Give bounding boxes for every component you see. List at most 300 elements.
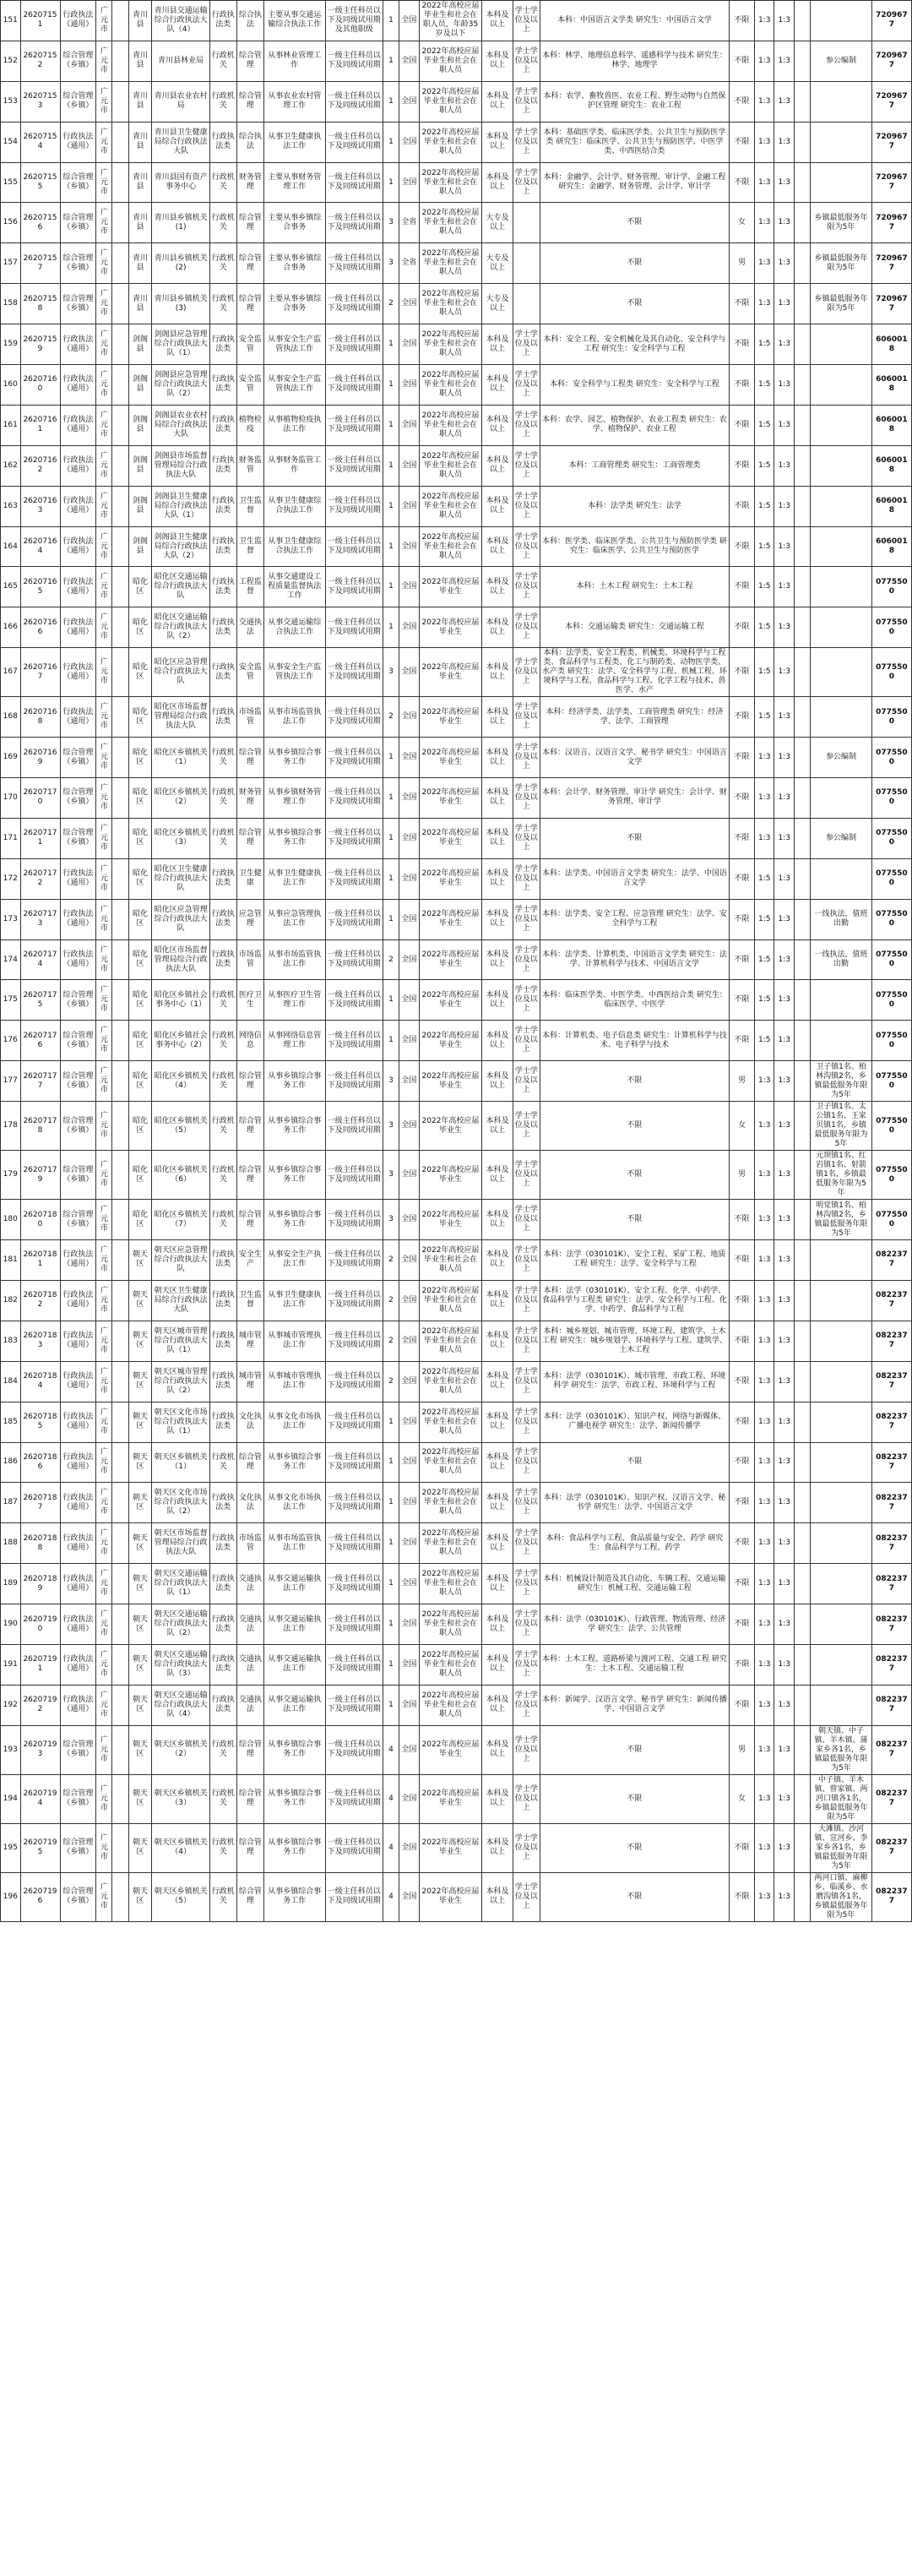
cell-unit-type: 行政机关 [209,41,236,81]
cell-education: 本科及以上 [482,486,513,526]
cell-grade: 一级主任科员以下及同级试用期 [325,1725,383,1774]
cell-unit-type: 行政执法类 [209,1402,236,1442]
cell-unit-type: 行政执法类 [209,1240,236,1281]
cell-unit: 剑阁县农业农村局综合行政执法大队 [152,405,209,445]
cell-source: 2022年高校应届毕业生和社会在职人员 [419,203,482,243]
cell-position-type: 卫生监督 [236,486,263,526]
cell-count: 3 [383,1102,399,1151]
cell-ratio-interview: 1:3 [774,1442,795,1483]
cell-city: 广元市 [96,980,112,1021]
cell-note [811,1361,872,1402]
cell-note [811,526,872,567]
cell-position-type: 综合管理 [236,284,263,324]
cell-exam-category: 综合管理（乡镇） [60,980,96,1021]
cell-county: 朝天区 [128,1361,152,1402]
cell-scope: 全国 [399,1483,420,1523]
cell-unit: 剑阁县应急管理综合行政执法大队（1） [152,324,209,365]
cell-position-code: 26207159 [20,324,60,365]
cell-scope: 全国 [399,1644,420,1685]
cell-city-2 [112,445,128,486]
cell-source: 2022年高校应届毕业生 [419,738,482,778]
cell-position-code: 26207187 [20,1483,60,1523]
cell-blank [794,1021,810,1061]
cell-other: 不限 [730,1361,755,1402]
cell-phone: 0775500 [871,1200,911,1240]
cell-position-type: 交通执法 [236,1644,263,1685]
cell-serial: 180 [1,1200,21,1240]
cell-exam-category: 综合管理（乡镇） [60,778,96,819]
cell-unit-type: 行政执法类 [209,1,236,41]
cell-unit-type: 行政机关 [209,1774,236,1823]
cell-duty: 从事交通运输执法工作 [263,1644,325,1685]
cell-note [811,162,872,203]
table-row [1,445,912,486]
cell-blank [794,778,810,819]
cell-unit-type: 行政机关 [209,1061,236,1102]
cell-note [811,1240,872,1281]
cell-county: 朝天区 [128,1644,152,1685]
cell-other: 不限 [730,1442,755,1483]
cell-city-2 [112,486,128,526]
cell-grade: 一级主任科员以下及同级试用期 [325,405,383,445]
cell-ratio-interview: 1:3 [774,1321,795,1361]
cell-grade: 一级主任科员以下及同级试用期 [325,1774,383,1823]
cell-blank [794,1442,810,1483]
cell-note: 乡镇最低服务年限为5年 [811,203,872,243]
cell-major: 不限 [540,1442,729,1483]
cell-ratio-exam: 1:3 [754,284,774,324]
cell-other: 女 [730,203,755,243]
cell-major: 本科：土木工程、道路桥梁与渡河工程、交通工程 研究生：土木工程、交通运输工程 [540,1644,729,1685]
cell-other: 不限 [730,697,755,738]
cell-position-code: 26207186 [20,1442,60,1483]
cell-note: 乡镇最低服务年限为5年 [811,284,872,324]
cell-education: 本科及以上 [482,607,513,648]
cell-county: 朝天区 [128,1321,152,1361]
cell-major: 不限 [540,818,729,858]
cell-education: 本科及以上 [482,818,513,858]
cell-ratio-exam: 1:5 [754,858,774,899]
cell-ratio-interview: 1:3 [774,1280,795,1321]
cell-unit-type: 行政机关 [209,81,236,122]
cell-grade: 一级主任科员以下及同级试用期 [325,1200,383,1240]
cell-city-2 [112,1774,128,1823]
cell-other: 不限 [730,1872,755,1921]
cell-blank [794,1061,810,1102]
cell-ratio-interview: 1:3 [774,1102,795,1151]
cell-phone: 0775500 [871,778,911,819]
cell-degree: 学士学位及以上 [513,365,540,406]
cell-city-2 [112,818,128,858]
cell-position-code: 26207195 [20,1823,60,1872]
cell-grade: 一级主任科员以下及同级试用期 [325,1151,383,1200]
cell-ratio-exam: 1:5 [754,697,774,738]
cell-duty: 从事乡镇综合事务工作 [263,1774,325,1823]
cell-position-code: 26207151 [20,1,60,41]
cell-city-2 [112,778,128,819]
cell-exam-category: 行政执法（通用） [60,445,96,486]
table-row [1,1442,912,1483]
cell-position-type: 卫生健康 [236,858,263,899]
cell-position-type: 交通执法 [236,1604,263,1645]
cell-county: 朝天区 [128,1402,152,1442]
cell-unit: 昭化区应急管理综合行政执法大队 [152,648,209,697]
cell-ratio-exam: 1:5 [754,567,774,607]
cell-source: 2022年高校应届毕业生 [419,1823,482,1872]
cell-phone: 0822377 [871,1321,911,1361]
table-row [1,1523,912,1564]
cell-ratio-interview: 1:3 [774,284,795,324]
cell-exam-category: 综合管理（乡镇） [60,1774,96,1823]
cell-ratio-interview: 1:3 [774,1823,795,1872]
cell-note: 一线执法，值班出勤 [811,899,872,939]
cell-grade: 一级主任科员以下及同级试用期 [325,1280,383,1321]
cell-duty: 从事文化市场执法工作 [263,1402,325,1442]
table-row [1,243,912,284]
cell-blank [794,818,810,858]
table-row [1,1280,912,1321]
cell-ratio-exam: 1:3 [754,1280,774,1321]
cell-scope: 全国 [399,1061,420,1102]
cell-city-2 [112,1725,128,1774]
cell-note [811,1564,872,1604]
cell-duty: 从事网络信息管理工作 [263,1021,325,1061]
cell-ratio-interview: 1:3 [774,858,795,899]
cell-source: 2022年高校应届毕业生和社会在职人员 [419,486,482,526]
cell-note [811,648,872,697]
cell-major: 不限 [540,1151,729,1200]
cell-other: 不限 [730,818,755,858]
cell-serial: 167 [1,648,21,697]
cell-duty: 从事交通运输综合执法工作 [263,607,325,648]
cell-ratio-interview: 1:3 [774,1523,795,1564]
cell-position-type: 财务管理 [236,778,263,819]
cell-education: 本科及以上 [482,526,513,567]
cell-duty: 从事林业管理工作 [263,41,325,81]
cell-blank [794,203,810,243]
cell-phone: 0775500 [871,818,911,858]
table-row [1,203,912,243]
cell-source: 2022年高校应届毕业生和社会在职人员 [419,1361,482,1402]
cell-unit-type: 行政执法类 [209,1483,236,1523]
cell-position-code: 26207165 [20,567,60,607]
cell-blank [794,1240,810,1281]
cell-ratio-interview: 1:3 [774,1604,795,1645]
cell-serial: 189 [1,1564,21,1604]
cell-duty: 从事文化市场执法工作 [263,1483,325,1523]
cell-unit: 昭化区交通运输综合行政执法大队 [152,567,209,607]
cell-education: 本科及以上 [482,1442,513,1483]
cell-county: 剑阁县 [128,324,152,365]
cell-exam-category: 行政执法（通用） [60,567,96,607]
cell-degree: 学士学位及以上 [513,1200,540,1240]
table-row [1,284,912,324]
cell-grade: 一级主任科员以下及同级试用期 [325,738,383,778]
cell-education: 本科及以上 [482,324,513,365]
cell-ratio-exam: 1:5 [754,899,774,939]
cell-blank [794,324,810,365]
cell-duty: 主要从事乡镇综合事务 [263,243,325,284]
cell-serial: 170 [1,778,21,819]
cell-blank [794,567,810,607]
cell-exam-category: 综合管理（乡镇） [60,818,96,858]
cell-ratio-exam: 1:5 [754,405,774,445]
cell-ratio-exam: 1:5 [754,445,774,486]
cell-ratio-interview: 1:3 [774,1151,795,1200]
cell-count: 1 [383,1604,399,1645]
table-row [1,1725,912,1774]
cell-county: 昭化区 [128,607,152,648]
cell-exam-category: 行政执法（通用） [60,607,96,648]
cell-scope: 全国 [399,1774,420,1823]
cell-education: 本科及以上 [482,1021,513,1061]
cell-unit: 朝天区文化市场综合行政执法大队（2） [152,1483,209,1523]
cell-county: 剑阁县 [128,445,152,486]
cell-major: 本科：汉语言、汉语言文学、秘书学 研究生：中国语言文学 [540,738,729,778]
cell-ratio-exam: 1:3 [754,203,774,243]
cell-serial: 166 [1,607,21,648]
cell-degree: 学士学位及以上 [513,1823,540,1872]
cell-education: 本科及以上 [482,1061,513,1102]
cell-major: 不限 [540,1823,729,1872]
table-row [1,162,912,203]
cell-position-type: 综合管理 [236,1823,263,1872]
cell-exam-category: 行政执法（通用） [60,1644,96,1685]
cell-blank [794,1725,810,1774]
cell-count: 3 [383,243,399,284]
cell-education: 本科及以上 [482,567,513,607]
table-row [1,122,912,162]
cell-scope: 全国 [399,1442,420,1483]
cell-degree: 学士学位及以上 [513,1021,540,1061]
cell-major: 不限 [540,243,729,284]
cell-county: 昭化区 [128,980,152,1021]
cell-source: 2022年高校应届毕业生 [419,1200,482,1240]
cell-count: 1 [383,526,399,567]
cell-other: 不限 [730,1280,755,1321]
cell-phone: 6060018 [871,324,911,365]
cell-duty: 从事卫生健康综合执法工作 [263,486,325,526]
cell-position-type: 安全监管 [236,365,263,406]
cell-count: 2 [383,284,399,324]
cell-position-code: 26207164 [20,526,60,567]
cell-ratio-interview: 1:3 [774,1872,795,1921]
cell-serial: 194 [1,1774,21,1823]
cell-serial: 193 [1,1725,21,1774]
cell-city: 广元市 [96,1774,112,1823]
cell-phone: 7209677 [871,162,911,203]
cell-exam-category: 行政执法（通用） [60,1,96,41]
cell-duty: 从事安全生产监管执法工作 [263,648,325,697]
cell-serial: 163 [1,486,21,526]
cell-unit: 昭化区卫生健康综合行政执法大队 [152,858,209,899]
cell-city-2 [112,939,128,980]
cell-city-2 [112,648,128,697]
cell-county: 朝天区 [128,1685,152,1725]
cell-county: 朝天区 [128,1442,152,1483]
cell-other: 不限 [730,1321,755,1361]
cell-ratio-interview: 1:3 [774,648,795,697]
cell-position-code: 26207176 [20,1021,60,1061]
cell-county: 剑阁县 [128,405,152,445]
cell-other: 不限 [730,738,755,778]
cell-note [811,1685,872,1725]
cell-note: 中子镇、羊木镇、曾家镇、两河口镇各1名，乡镇最低服务年限为5年 [811,1774,872,1823]
cell-ratio-interview: 1:3 [774,1644,795,1685]
cell-count: 1 [383,1402,399,1442]
cell-note [811,697,872,738]
cell-unit: 昭化区乡镇机关（4） [152,1061,209,1102]
cell-scope: 全国 [399,1280,420,1321]
cell-source: 2022年高校应届毕业生和社会在职人员 [419,405,482,445]
cell-count: 1 [383,1564,399,1604]
cell-count: 2 [383,939,399,980]
cell-education: 本科及以上 [482,1685,513,1725]
cell-city-2 [112,284,128,324]
cell-other: 不限 [730,1604,755,1645]
cell-county: 剑阁县 [128,486,152,526]
cell-source: 2022年高校应届毕业生 [419,1061,482,1102]
cell-unit-type: 行政机关 [209,1200,236,1240]
cell-serial: 181 [1,1240,21,1281]
cell-ratio-exam: 1:3 [754,1321,774,1361]
cell-scope: 全国 [399,858,420,899]
cell-source: 2022年高校应届毕业生和社会在职人员 [419,1685,482,1725]
cell-city-2 [112,1483,128,1523]
cell-county: 昭化区 [128,1021,152,1061]
cell-exam-category: 综合管理（乡镇） [60,1151,96,1200]
cell-county: 青川县 [128,1,152,41]
cell-scope: 全国 [399,1685,420,1725]
cell-unit: 青川县农业农村局 [152,81,209,122]
cell-other: 不限 [730,162,755,203]
cell-other: 不限 [730,324,755,365]
cell-county: 昭化区 [128,1151,152,1200]
cell-position-type: 综合管理 [236,81,263,122]
table-row [1,738,912,778]
cell-ratio-exam: 1:3 [754,1872,774,1921]
cell-phone: 0775500 [871,1151,911,1200]
cell-unit-type: 行政机关 [209,778,236,819]
cell-ratio-exam: 1:5 [754,980,774,1021]
cell-scope: 全国 [399,738,420,778]
cell-phone: 0822377 [871,1442,911,1483]
cell-serial: 184 [1,1361,21,1402]
cell-major: 不限 [540,1102,729,1151]
cell-education: 本科及以上 [482,1774,513,1823]
cell-major: 本科：法学类、中国语言文学类 研究生：法学、中国语言文学 [540,858,729,899]
cell-blank [794,243,810,284]
cell-blank [794,1483,810,1523]
cell-duty: 从事市场监管执法工作 [263,697,325,738]
cell-ratio-exam: 1:3 [754,1,774,41]
cell-serial: 190 [1,1604,21,1645]
cell-count: 1 [383,1442,399,1483]
cell-duty: 从事卫生健康执法工作 [263,1280,325,1321]
cell-city: 广元市 [96,939,112,980]
cell-city-2 [112,1021,128,1061]
cell-count: 1 [383,445,399,486]
cell-ratio-exam: 1:5 [754,486,774,526]
cell-ratio-exam: 1:3 [754,1644,774,1685]
cell-count: 1 [383,1483,399,1523]
cell-phone: 6060018 [871,486,911,526]
cell-phone: 0775500 [871,738,911,778]
cell-phone: 0822377 [871,1725,911,1774]
cell-unit: 剑阁县市场监督管理局综合行政执法大队 [152,445,209,486]
cell-grade: 一级主任科员以下及同级试用期 [325,1564,383,1604]
cell-position-type: 综合管理 [236,1102,263,1151]
cell-other: 不限 [730,778,755,819]
cell-city-2 [112,1102,128,1151]
cell-ratio-interview: 1:3 [774,1,795,41]
cell-grade: 一级主任科员以下及同级试用期 [325,1061,383,1102]
cell-major: 本科：新闻学、汉语言文学、秘书学 研究生：新闻传播学、中国语言文学 [540,1685,729,1725]
cell-duty: 从事医疗卫生管理工作 [263,980,325,1021]
cell-city-2 [112,1644,128,1685]
cell-county: 朝天区 [128,1774,152,1823]
cell-city: 广元市 [96,324,112,365]
cell-city: 广元市 [96,1402,112,1442]
cell-ratio-exam: 1:5 [754,607,774,648]
cell-city: 广元市 [96,81,112,122]
table-row [1,1402,912,1442]
cell-grade: 一级主任科员以下及同级试用期 [325,41,383,81]
cell-exam-category: 行政执法（通用） [60,1604,96,1645]
cell-serial: 171 [1,818,21,858]
cell-city-2 [112,858,128,899]
cell-unit: 青川县林业局 [152,41,209,81]
cell-blank [794,1102,810,1151]
table-row [1,899,912,939]
cell-county: 昭化区 [128,1102,152,1151]
cell-city-2 [112,1,128,41]
cell-ratio-interview: 1:3 [774,607,795,648]
cell-phone: 7209677 [871,41,911,81]
cell-city-2 [112,1321,128,1361]
cell-position-type: 医疗卫生 [236,980,263,1021]
cell-serial: 175 [1,980,21,1021]
cell-duty: 从事交通建设工程质量监督执法工作 [263,567,325,607]
cell-unit-type: 行政执法类 [209,1523,236,1564]
cell-phone: 0775500 [871,1102,911,1151]
cell-unit-type: 行政机关 [209,162,236,203]
cell-duty: 从事农业农村管理工作 [263,81,325,122]
cell-ratio-interview: 1:3 [774,1725,795,1774]
cell-count: 1 [383,122,399,162]
cell-position-type: 综合管理 [236,243,263,284]
cell-other: 不限 [730,607,755,648]
cell-blank [794,81,810,122]
cell-note [811,324,872,365]
cell-position-type: 网络信息 [236,1021,263,1061]
cell-position-code: 26207179 [20,1151,60,1200]
cell-major: 本科：法学类、安全工程、应急管理 研究生：法学、安全科学与工程 [540,899,729,939]
cell-blank [794,1151,810,1200]
cell-phone: 0822377 [871,1564,911,1604]
cell-serial: 173 [1,899,21,939]
cell-note [811,1321,872,1361]
cell-grade: 一级主任科员以下及同级试用期 [325,1321,383,1361]
cell-scope: 全国 [399,1402,420,1442]
cell-major: 本科：临床医学类、中医学类、中西医结合类 研究生：临床医学、中医学 [540,980,729,1021]
cell-note: 明觉镇1名、柏林沟镇2名，乡镇最低服务年限为5年 [811,1200,872,1240]
cell-count: 2 [383,1361,399,1402]
table-row [1,1685,912,1725]
cell-city: 广元市 [96,486,112,526]
cell-source: 2022年高校应届毕业生 [419,1872,482,1921]
cell-degree: 学士学位及以上 [513,1321,540,1361]
